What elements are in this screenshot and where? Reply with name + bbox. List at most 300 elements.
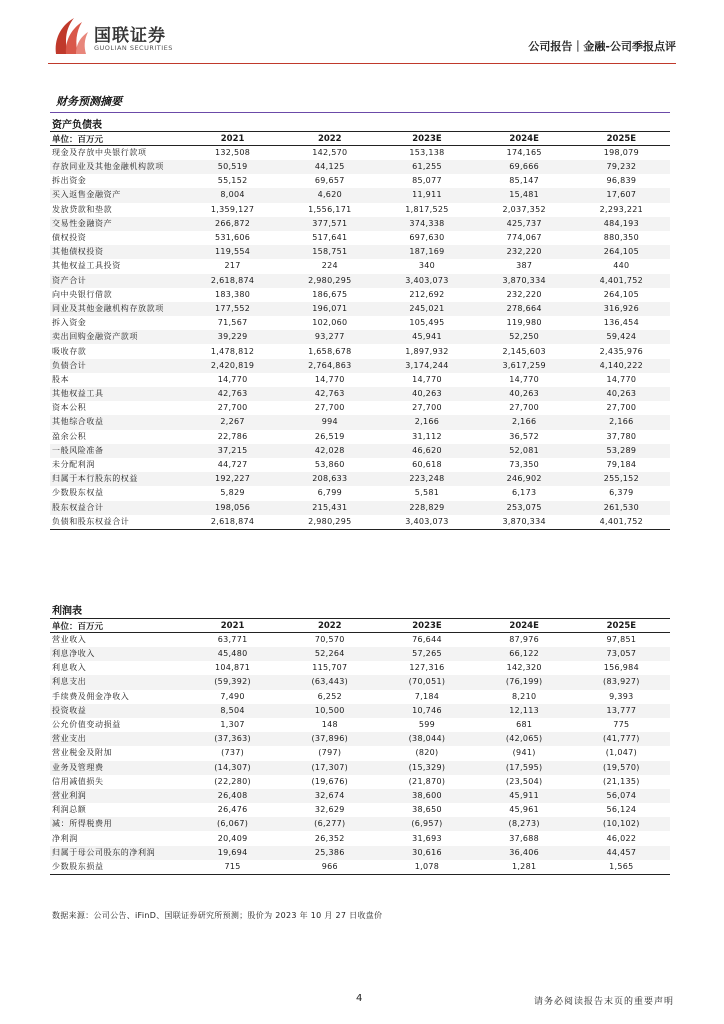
table-row	[50, 633, 670, 648]
value-cell: (19,570)	[573, 761, 670, 775]
value-cell: 5,829	[220, 488, 245, 498]
value-cell: 56,074	[573, 789, 670, 803]
value-cell: 264,105	[573, 245, 670, 259]
value-cell: 26,352	[314, 833, 345, 843]
value-cell: 15,481	[476, 188, 573, 202]
value-cell: 10,500	[281, 704, 378, 718]
balance-sheet-title: 资产负债表	[52, 120, 102, 131]
row-label: 少数股东损益	[50, 860, 184, 875]
table-row	[50, 704, 670, 718]
column-header: 2021	[184, 619, 281, 633]
company-logo	[48, 14, 198, 58]
value-cell: 37,688	[509, 833, 540, 843]
value-cell: 39,229	[184, 330, 281, 344]
value-cell: (1,047)	[605, 748, 637, 758]
table-row	[50, 146, 670, 161]
value-cell: (63,443)	[281, 675, 378, 689]
value-cell: 27,700	[314, 403, 345, 413]
table-row	[50, 344, 670, 358]
value-cell: (941)	[512, 748, 536, 758]
value-cell: 264,105	[603, 289, 639, 299]
value-cell: 79,184	[606, 460, 637, 470]
value-cell: 6,173	[511, 488, 537, 498]
value-cell: 228,829	[378, 501, 475, 515]
value-cell: 4,401,752	[573, 274, 670, 288]
value-cell: 253,075	[476, 501, 573, 515]
table-row	[50, 486, 670, 500]
table-row	[50, 217, 670, 231]
value-cell: 217	[224, 261, 241, 271]
row-label: 公允价值变动损益	[52, 720, 121, 730]
value-cell: 22,786	[217, 431, 248, 441]
row-label: 吸收存款	[52, 346, 87, 356]
column-header: 2024E	[476, 619, 573, 633]
column-header: 2025E	[573, 619, 670, 633]
balance-sheet-header-row	[50, 132, 670, 146]
row-label: 交易性金融资产	[50, 217, 184, 231]
logo-mark-icon	[52, 16, 90, 56]
value-cell: 19,694	[184, 846, 281, 860]
income-statement-title: 利润表	[52, 606, 82, 617]
value-cell: 245,021	[378, 302, 475, 316]
value-cell: 232,220	[506, 289, 542, 299]
value-cell: 2,166	[378, 415, 475, 429]
value-cell: 26,519	[314, 431, 345, 441]
value-cell: 278,664	[476, 302, 573, 316]
value-cell: 2,145,603	[502, 346, 546, 356]
row-label: 利润总额	[52, 805, 87, 815]
table-row	[50, 430, 670, 444]
value-cell: (42,065)	[476, 732, 573, 746]
value-cell: 7,490	[220, 691, 245, 701]
row-label: 买入返售金融资产	[50, 188, 184, 202]
row-label: 拆出资金	[52, 176, 87, 186]
value-cell: 7,184	[414, 691, 440, 701]
value-cell: 79,232	[573, 160, 670, 174]
row-label: 一般风险准备	[50, 444, 184, 458]
value-cell: 4,401,752	[573, 515, 670, 530]
value-cell: 96,839	[606, 176, 637, 186]
value-cell: (8,273)	[476, 817, 573, 831]
column-header: 单位：百万元	[50, 619, 184, 633]
row-label: 存放同业及其他金融机构款项	[50, 160, 184, 174]
value-cell: (37,363)	[184, 732, 281, 746]
summary-divider	[50, 112, 670, 113]
page-number: 4	[356, 993, 363, 1004]
value-cell: 266,872	[184, 217, 281, 231]
value-cell: 425,737	[476, 217, 573, 231]
value-cell: 36,572	[509, 431, 540, 441]
value-cell: 715	[184, 860, 281, 875]
table-row	[50, 501, 670, 515]
value-cell: 5,581	[414, 488, 440, 498]
value-cell: 46,022	[606, 833, 637, 843]
value-cell: (820)	[415, 748, 439, 758]
value-cell: 148	[321, 720, 338, 730]
value-cell: 192,227	[184, 472, 281, 486]
row-label: 卖出回购金融资产款项	[50, 330, 184, 344]
row-label: 发放贷款和垫款	[52, 204, 113, 214]
value-cell: 38,600	[378, 789, 475, 803]
value-cell: 1,359,127	[210, 204, 255, 214]
row-label: 少数股东权益	[52, 488, 104, 498]
value-cell: 196,071	[281, 302, 378, 316]
table-row	[50, 174, 670, 188]
value-cell: 517,641	[312, 233, 348, 243]
value-cell: 2,293,221	[599, 204, 644, 214]
value-cell: 40,263	[476, 387, 573, 401]
row-label: 投资收益	[50, 704, 184, 718]
value-cell: 70,570	[314, 635, 345, 644]
value-cell: 14,770	[217, 374, 248, 384]
value-cell: 2,618,874	[184, 274, 281, 288]
value-cell: 87,976	[509, 635, 540, 644]
value-cell: 142,570	[312, 148, 348, 157]
table-row	[50, 188, 670, 202]
row-label: 资产合计	[50, 274, 184, 288]
table-row	[50, 515, 670, 530]
table-row	[50, 831, 670, 845]
column-header: 2025E	[573, 132, 670, 146]
column-header: 2022	[281, 132, 378, 146]
value-cell: (15,329)	[378, 761, 475, 775]
value-cell: 71,567	[217, 318, 248, 328]
value-cell: 12,113	[476, 704, 573, 718]
value-cell: 9,393	[609, 691, 634, 701]
value-cell: 2,980,295	[281, 515, 378, 530]
table-row	[50, 359, 670, 373]
table-row	[50, 316, 670, 330]
value-cell: 26,476	[217, 805, 248, 815]
table-row	[50, 690, 670, 704]
value-cell: 45,941	[378, 330, 475, 344]
value-cell: 14,770	[314, 374, 345, 384]
value-cell: 45,961	[509, 805, 540, 815]
value-cell: (21,135)	[603, 776, 640, 786]
value-cell: 2,166	[573, 415, 670, 429]
value-cell: 25,386	[281, 846, 378, 860]
value-cell: 76,644	[412, 635, 442, 644]
value-cell: 97,851	[606, 635, 637, 644]
row-label: 盈余公积	[52, 431, 87, 441]
table-row	[50, 160, 670, 174]
table-row	[50, 803, 670, 817]
value-cell: 8,210	[511, 691, 537, 701]
value-cell: 27,700	[217, 403, 248, 413]
value-cell: 8,504	[184, 704, 281, 718]
value-cell: 59,424	[573, 330, 670, 344]
table-row	[50, 401, 670, 415]
row-label: 拆入资金	[52, 318, 87, 328]
income-statement-header-row	[50, 619, 670, 633]
table-row	[50, 387, 670, 401]
value-cell: 93,277	[281, 330, 378, 344]
value-cell: 531,606	[215, 233, 251, 243]
value-cell: 14,770	[606, 374, 637, 384]
value-cell: 40,263	[573, 387, 670, 401]
value-cell: 85,147	[509, 176, 540, 186]
table-row	[50, 789, 670, 803]
value-cell: 73,350	[509, 460, 540, 470]
value-cell: 3,870,334	[476, 515, 573, 530]
value-cell: 440	[613, 261, 630, 271]
value-cell: 142,320	[506, 663, 542, 673]
row-label: 归属于本行股东的权益	[50, 472, 184, 486]
value-cell: 73,057	[573, 647, 670, 661]
table-row	[50, 259, 670, 273]
value-cell: (10,102)	[573, 817, 670, 831]
value-cell: 26,408	[184, 789, 281, 803]
value-cell: (22,280)	[214, 776, 251, 786]
data-source-note: 数据来源：公司公告、iFinD、国联证券研究所预测；股价为 2023 年 10 月 27 日收盘价	[52, 911, 383, 920]
row-label: 业务及管理费	[50, 761, 184, 775]
value-cell: 340	[418, 261, 436, 271]
value-cell: 1,565	[573, 860, 670, 875]
footer-disclaimer: 请务必阅读报告末页的重要声明	[533, 997, 674, 1007]
table-row	[50, 444, 670, 458]
value-cell: 2,764,863	[281, 359, 378, 373]
value-cell: 127,316	[409, 663, 445, 673]
value-cell: 8,004	[184, 188, 281, 202]
value-cell: 119,554	[184, 245, 281, 259]
value-cell: 681	[516, 720, 533, 730]
value-cell: 224	[321, 261, 338, 271]
value-cell: 102,060	[312, 318, 348, 328]
row-label: 信用减值损失	[52, 776, 104, 786]
row-label: 营业收入	[52, 635, 87, 644]
value-cell: (6,277)	[281, 817, 378, 831]
table-row	[50, 817, 670, 831]
table-row	[50, 274, 670, 288]
value-cell: 2,037,352	[502, 204, 546, 214]
value-cell: 232,220	[476, 245, 573, 259]
row-label: 利息收入	[52, 663, 87, 673]
value-cell: (17,307)	[281, 761, 378, 775]
row-label: 营业税金及附加	[52, 748, 113, 758]
value-cell: 27,700	[412, 403, 442, 413]
value-cell: 11,911	[378, 188, 475, 202]
table-row	[50, 472, 670, 486]
value-cell: (59,392)	[184, 675, 281, 689]
value-cell: 1,078	[378, 860, 475, 875]
row-label: 减：所得税费用	[50, 817, 184, 831]
value-cell: 42,763	[281, 387, 378, 401]
value-cell: 46,620	[378, 444, 475, 458]
value-cell: 42,028	[281, 444, 378, 458]
value-cell: 697,630	[409, 233, 445, 243]
header-divider	[48, 63, 676, 64]
value-cell: (41,777)	[573, 732, 670, 746]
value-cell: 3,617,259	[476, 359, 573, 373]
value-cell: 1,478,812	[210, 346, 255, 356]
value-cell: 52,250	[476, 330, 573, 344]
row-label: 归属于母公司股东的净利润	[50, 846, 184, 860]
value-cell: 187,169	[378, 245, 475, 259]
value-cell: 69,657	[314, 176, 345, 186]
column-header: 2023E	[378, 132, 475, 146]
row-label: 股本	[52, 374, 70, 384]
row-label: 同业及其他金融机构存放款项	[50, 302, 184, 316]
table-row	[50, 661, 670, 675]
value-cell: 316,926	[573, 302, 670, 316]
value-cell: 40,263	[378, 387, 475, 401]
value-cell: 32,674	[281, 789, 378, 803]
value-cell: 186,675	[312, 289, 348, 299]
value-cell: 85,077	[412, 176, 442, 186]
value-cell: 61,255	[378, 160, 475, 174]
value-cell: 14,770	[509, 374, 540, 384]
value-cell: 3,403,073	[378, 515, 475, 530]
value-cell: 17,607	[573, 188, 670, 202]
value-cell: 136,454	[603, 318, 639, 328]
table-row	[50, 746, 670, 760]
value-cell: 38,650	[412, 805, 442, 815]
value-cell: (6,957)	[378, 817, 475, 831]
value-cell: 880,350	[603, 233, 639, 243]
row-label: 向中央银行借款	[52, 289, 113, 299]
value-cell: 215,431	[281, 501, 378, 515]
value-cell: 774,067	[506, 233, 542, 243]
page-header	[48, 14, 676, 64]
value-cell: 37,215	[184, 444, 281, 458]
row-label: 营业支出	[50, 732, 184, 746]
row-label: 利息净收入	[50, 647, 184, 661]
value-cell: 158,751	[281, 245, 378, 259]
report-type-label: 公司报告｜金融-公司季报点评	[528, 40, 676, 53]
column-header: 2023E	[378, 619, 475, 633]
logo-chinese-name: 国联证券	[94, 26, 166, 46]
table-row	[50, 288, 670, 302]
row-label: 利息支出	[50, 675, 184, 689]
value-cell: 13,777	[573, 704, 670, 718]
value-cell: 56,124	[606, 805, 637, 815]
value-cell: 32,629	[314, 805, 345, 815]
value-cell: 183,380	[215, 289, 251, 299]
value-cell: 374,338	[378, 217, 475, 231]
value-cell: 132,508	[215, 148, 251, 157]
value-cell: (21,870)	[408, 776, 446, 786]
value-cell: 20,409	[217, 833, 248, 843]
value-cell: 66,122	[476, 647, 573, 661]
value-cell: 57,265	[378, 647, 475, 661]
value-cell: 599	[418, 720, 436, 730]
value-cell: (76,199)	[476, 675, 573, 689]
table-row	[50, 330, 670, 344]
value-cell: 6,252	[317, 691, 342, 701]
value-cell: 198,056	[184, 501, 281, 515]
value-cell: 44,125	[281, 160, 378, 174]
value-cell: 1,897,932	[405, 346, 449, 356]
value-cell: 2,267	[184, 415, 281, 429]
value-cell: 104,871	[215, 663, 251, 673]
value-cell: 42,763	[184, 387, 281, 401]
value-cell: 387	[516, 261, 533, 271]
value-cell: 212,692	[409, 289, 445, 299]
value-cell: 53,289	[573, 444, 670, 458]
table-row	[50, 732, 670, 746]
value-cell: 69,666	[476, 160, 573, 174]
row-label: 资本公积	[52, 403, 87, 413]
value-cell: (37,896)	[281, 732, 378, 746]
value-cell: 31,693	[412, 833, 442, 843]
column-header: 单位：百万元	[50, 132, 184, 146]
row-label: 其他债权投资	[50, 245, 184, 259]
value-cell: 1,281	[476, 860, 573, 875]
row-label: 其他权益工具投资	[52, 261, 121, 271]
value-cell: 1,658,678	[308, 346, 352, 356]
table-row	[50, 761, 670, 775]
row-label: 债权投资	[52, 233, 87, 243]
row-label: 未分配利润	[52, 460, 95, 470]
financial-summary-title: 财务预测摘要	[56, 95, 122, 108]
row-label: 其他权益工具	[50, 387, 184, 401]
table-row	[50, 860, 670, 875]
value-cell: 2,166	[476, 415, 573, 429]
row-label: 其他综合收益	[50, 415, 184, 429]
value-cell: 119,980	[506, 318, 542, 328]
value-cell: 156,984	[603, 663, 639, 673]
value-cell: 14,770	[412, 374, 442, 384]
value-cell: 52,081	[476, 444, 573, 458]
value-cell: (797)	[318, 748, 342, 758]
row-label: 净利润	[52, 833, 78, 843]
table-row	[50, 373, 670, 387]
value-cell: (23,504)	[505, 776, 543, 786]
value-cell: 174,165	[506, 148, 542, 157]
row-label: 现金及存放中央银行款项	[52, 148, 147, 157]
value-cell: 6,799	[317, 488, 342, 498]
value-cell: 45,480	[184, 647, 281, 661]
value-cell: 37,780	[606, 431, 637, 441]
value-cell: 3,870,334	[476, 274, 573, 288]
balance-sheet-table	[50, 131, 670, 530]
table-row	[50, 458, 670, 472]
value-cell: 105,495	[409, 318, 445, 328]
column-header: 2022	[281, 619, 378, 633]
value-cell: 2,980,295	[281, 274, 378, 288]
value-cell: 50,519	[184, 160, 281, 174]
value-cell: 377,571	[281, 217, 378, 231]
table-row	[50, 675, 670, 689]
value-cell: (70,051)	[378, 675, 475, 689]
value-cell: 45,911	[476, 789, 573, 803]
column-header: 2021	[184, 132, 281, 146]
table-row	[50, 775, 670, 789]
value-cell: 55,152	[217, 176, 248, 186]
value-cell: 31,112	[412, 431, 442, 441]
value-cell: 60,618	[412, 460, 442, 470]
value-cell: (737)	[221, 748, 245, 758]
value-cell: 52,264	[281, 647, 378, 661]
value-cell: (38,044)	[378, 732, 475, 746]
value-cell: 2,420,819	[184, 359, 281, 373]
value-cell: (19,676)	[311, 776, 349, 786]
value-cell: (17,595)	[476, 761, 573, 775]
value-cell: 27,700	[509, 403, 540, 413]
value-cell: 4,140,222	[573, 359, 670, 373]
value-cell: 2,435,976	[599, 346, 644, 356]
value-cell: (14,307)	[184, 761, 281, 775]
value-cell: 44,457	[573, 846, 670, 860]
value-cell: (83,927)	[573, 675, 670, 689]
table-row	[50, 302, 670, 316]
value-cell: 255,152	[573, 472, 670, 486]
value-cell: 198,079	[603, 148, 639, 157]
value-cell: 246,902	[476, 472, 573, 486]
column-header: 2024E	[476, 132, 573, 146]
value-cell: 775	[613, 720, 630, 730]
row-label: 负债合计	[50, 359, 184, 373]
